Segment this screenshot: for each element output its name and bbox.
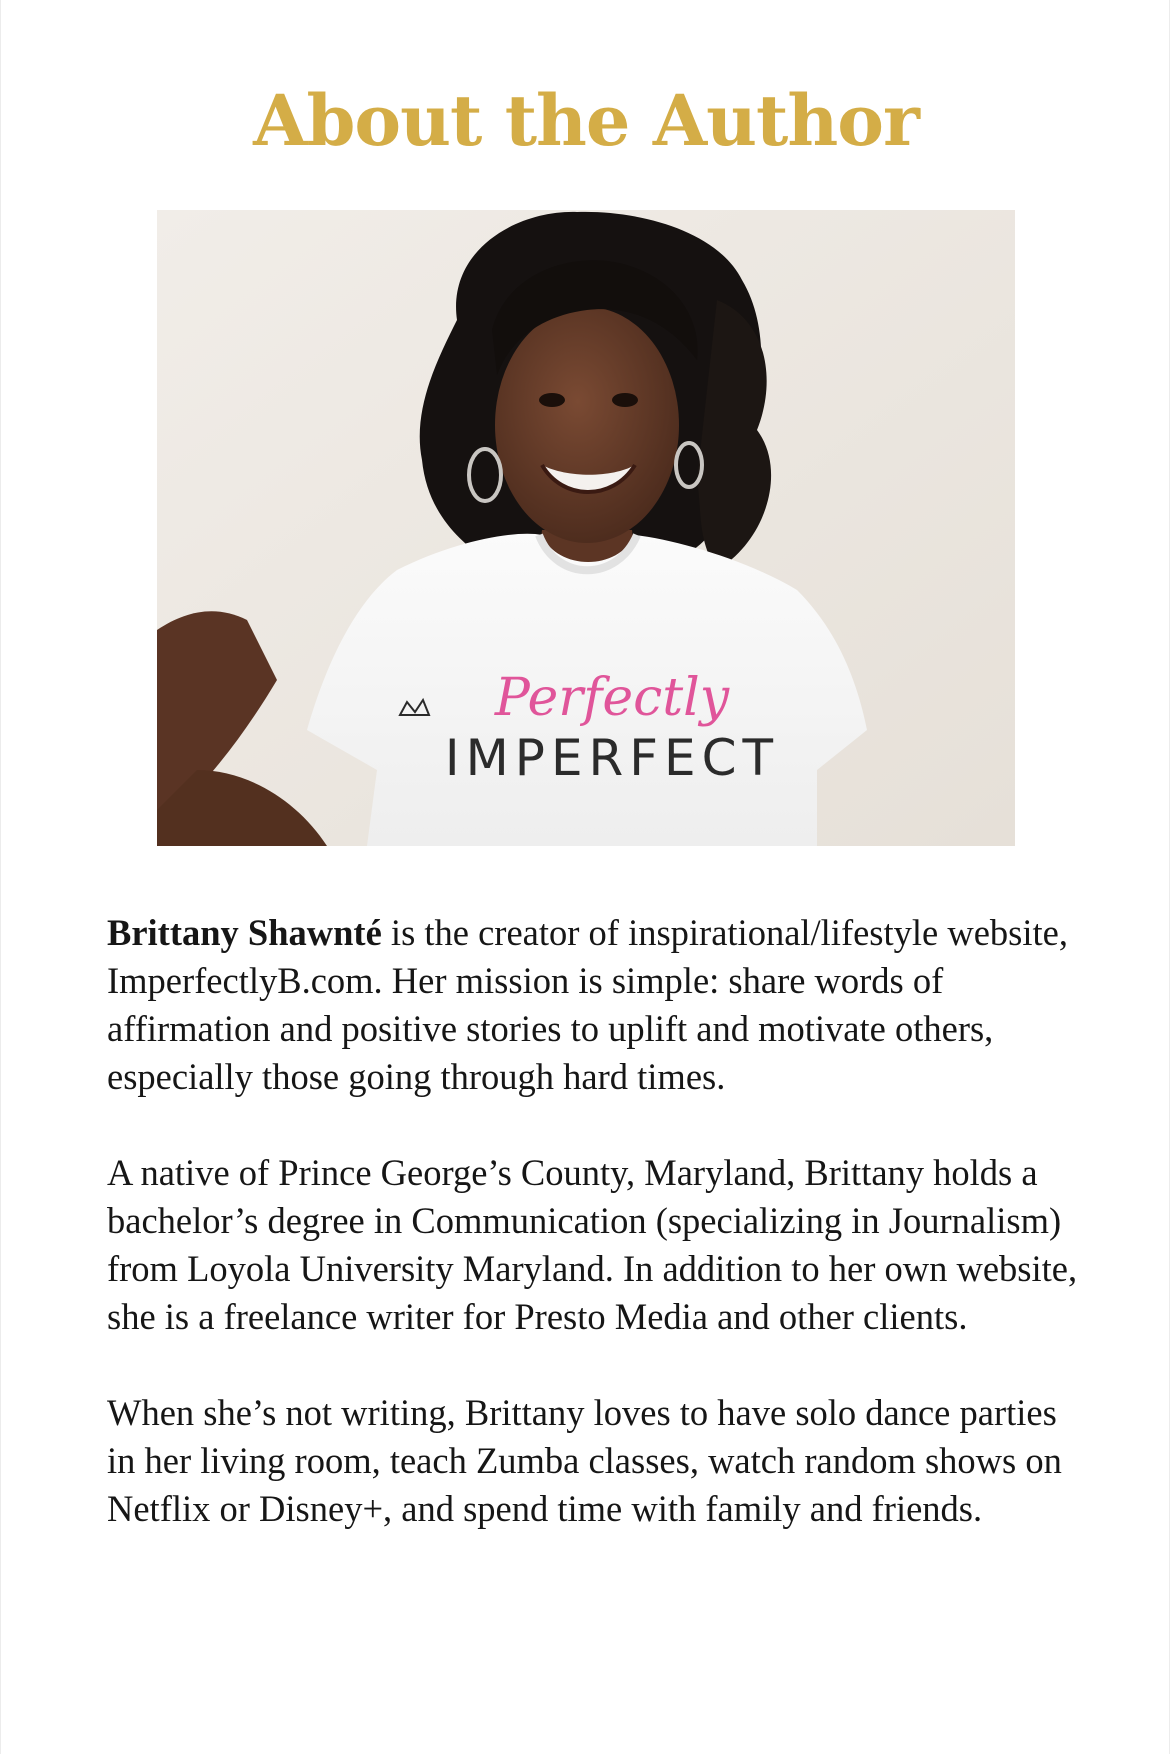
author-photo	[157, 210, 1015, 846]
bio-paragraph-2: A native of Prince George’s County, Maryland, Brittany holds a bachelor’s degree in Communication (specializing in Journalism) from Loyola University Maryland. In addition to her own website, she is a freelance writer for Presto Media and other clients.	[107, 1152, 1078, 1337]
bio-paragraph-1	[107, 909, 1087, 1101]
shirt-caps-text: IMPERFECT	[444, 729, 780, 787]
bio-paragraph-1-text: is the creator of inspirational/lifestyle website, ImperfectlyB.com. Her mission is simple: share words of affirmation and positive stories to uplift and motivate others, especially those going through hard times.	[107, 912, 1068, 1097]
page-title: About the Author	[253, 79, 919, 162]
author-bio	[107, 909, 1087, 1533]
author-name: Brittany Shawnté	[107, 912, 382, 953]
shirt-script-text: Perfectly	[494, 668, 730, 728]
bio-paragraph-3: When she’s not writing, Brittany loves to have solo dance parties in her living room, teach Zumba classes, watch random shows on Netflix or Disney+, and spend time with family and friends.	[107, 1392, 1062, 1529]
